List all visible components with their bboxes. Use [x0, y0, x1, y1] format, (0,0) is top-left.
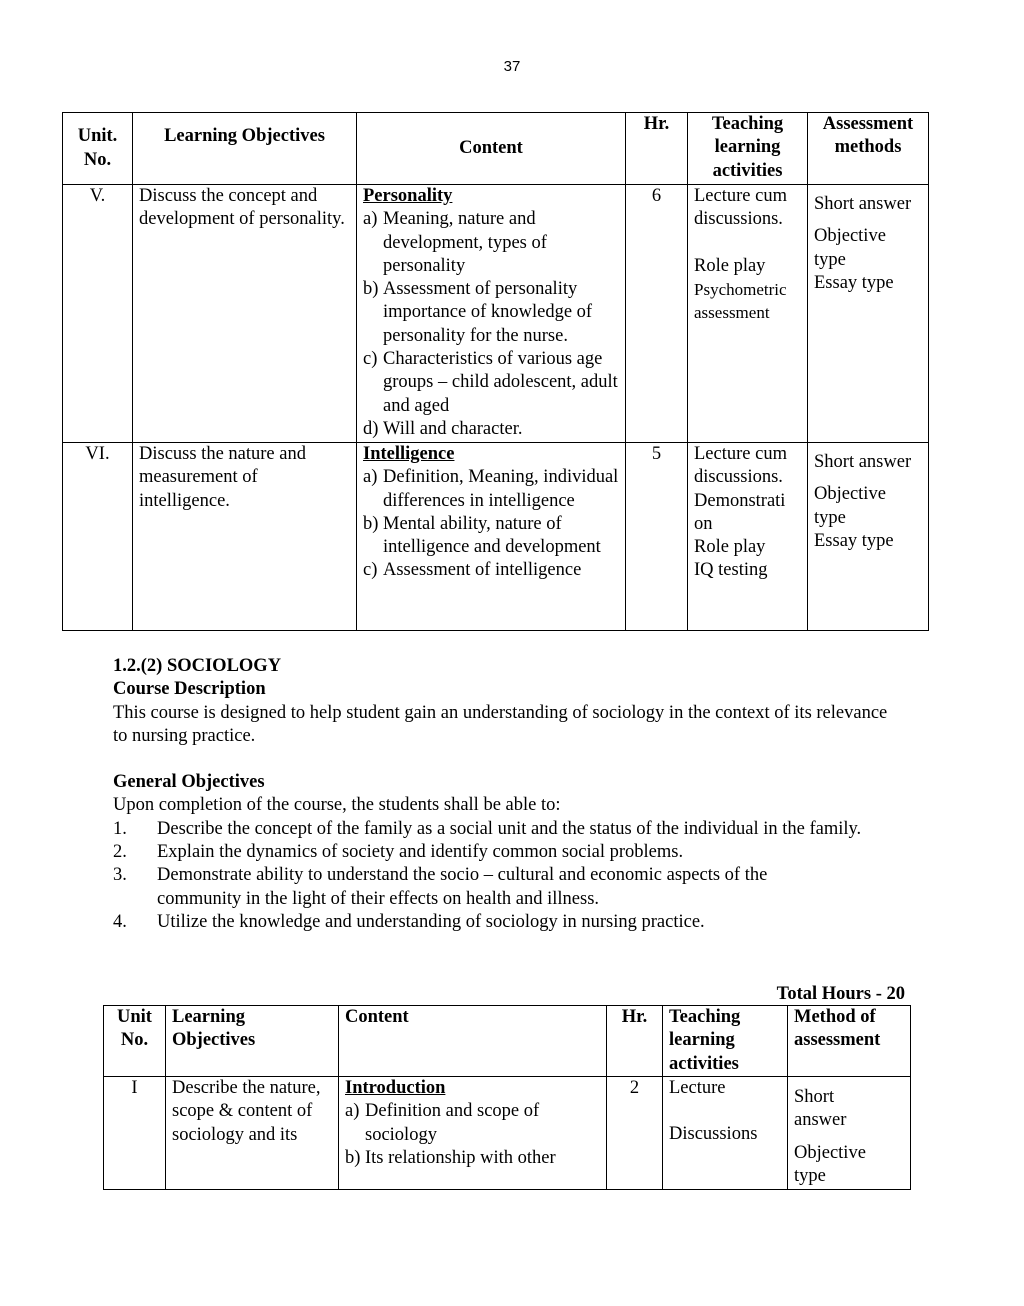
- hr-cell: 5: [626, 443, 688, 631]
- objectives-list: [113, 818, 913, 934]
- sociology-units-table: [103, 1005, 911, 1190]
- unit-cell: I: [104, 1077, 166, 1190]
- content-cell: [339, 1077, 607, 1190]
- content-item: b) Mental ability, nature of intelligence and development: [363, 513, 601, 558]
- header-hr: Hr.: [607, 1006, 663, 1077]
- teaching-item: Lecture cum discussions.: [694, 444, 787, 488]
- objective-cell: Describe the nature, scope & content of sociology and its: [166, 1077, 339, 1190]
- header-content: Content: [357, 113, 626, 185]
- assessment-cell: [808, 443, 929, 631]
- sociology-section: [113, 655, 913, 934]
- table-row: [63, 185, 929, 443]
- section-heading: 1.2.(2) SOCIOLOGY: [113, 656, 282, 676]
- teaching-item: Role play: [694, 255, 766, 276]
- assessment-item: Objective type: [814, 484, 886, 528]
- assessment-cell: [788, 1077, 911, 1190]
- header-unit: Unit. No.: [63, 113, 133, 185]
- teaching-cell: [688, 443, 808, 631]
- assessment-cell: [808, 185, 929, 443]
- header-teaching: Teaching learning activities: [663, 1006, 788, 1077]
- content-item: a) Definition, Meaning, individual differences in intelligence: [363, 467, 619, 511]
- teaching-item: Demonstrati on: [694, 490, 786, 534]
- content-cell: [357, 185, 626, 443]
- course-description-text: This course is designed to help student gain an understanding of sociology in the context of its relevance to nursing practice.: [113, 702, 888, 746]
- header-objectives: Learning Objectives: [166, 1006, 339, 1077]
- table-row: [63, 443, 929, 631]
- hr-cell: 2: [607, 1077, 663, 1190]
- header-objectives: Learning Objectives: [133, 113, 357, 185]
- page-number: 37: [503, 58, 521, 75]
- header-hr: Hr.: [626, 113, 688, 185]
- table-header-row: [63, 113, 929, 185]
- content-item: b) Assessment of personality importance of knowledge of personality for the nurse.: [363, 279, 593, 346]
- assessment-item: Essay type: [814, 530, 894, 551]
- objective-cell: Discuss the nature and measurement of intelligence.: [133, 443, 357, 631]
- hr-cell: 6: [626, 185, 688, 443]
- teaching-cell: [688, 185, 808, 443]
- list-item: 1. Describe the concept of the family as a social unit and the status of the individual in the family.: [113, 818, 862, 839]
- assessment-item: Short answer: [814, 194, 912, 214]
- header-unit: Unit No.: [104, 1006, 166, 1077]
- content-item: b) Its relationship with other: [345, 1147, 556, 1168]
- teaching-cell: [663, 1077, 788, 1190]
- content-item: a) Definition and scope of sociology: [345, 1101, 540, 1145]
- header-assessment: Assessment methods: [808, 113, 929, 185]
- teaching-item: Psychometric assessment: [694, 279, 787, 323]
- content-title: Introduction: [345, 1078, 446, 1098]
- teaching-item: Role play: [694, 537, 766, 558]
- assessment-item: Essay type: [814, 272, 894, 293]
- unit-cell: V.: [63, 185, 133, 443]
- objective-cell: Discuss the concept and development of personality.: [133, 185, 357, 443]
- content-title: Intelligence: [363, 444, 455, 464]
- content-item: c) Characteristics of various age groups – child adolescent, adult and aged: [363, 349, 618, 416]
- unit-cell: VI.: [63, 443, 133, 631]
- content-item: c) Assessment of intelligence: [363, 560, 582, 581]
- content-title: Personality: [363, 186, 453, 206]
- assessment-item: Objective type: [814, 226, 886, 270]
- assessment-item: Short answer: [794, 1087, 847, 1131]
- table-row: [104, 1077, 911, 1190]
- list-item: 2. Explain the dynamics of society and identify common social problems.: [113, 842, 684, 863]
- content-item: a) Meaning, nature and development, types of personality: [363, 209, 547, 276]
- teaching-item: Lecture cum discussions.: [694, 186, 787, 230]
- content-item: d) Will and character.: [363, 418, 523, 439]
- general-objectives-title: General Objectives: [113, 772, 265, 793]
- course-description-title: Course Description: [113, 679, 266, 700]
- content-cell: [357, 443, 626, 631]
- list-item: 3. Demonstrate ability to understand the socio – cultural and economic aspects of the community in the light of their effects on health and illness.: [113, 865, 768, 909]
- psychology-units-table: [62, 112, 929, 631]
- header-content: Content: [339, 1006, 607, 1077]
- table-header-row: [104, 1006, 911, 1077]
- teaching-item: Discussions: [669, 1124, 758, 1145]
- header-teaching: Teaching learning activities: [688, 113, 808, 185]
- teaching-item: Lecture: [669, 1078, 726, 1098]
- total-hours: Total Hours - 20: [776, 984, 905, 1004]
- list-item: 4. Utilize the knowledge and understanding of sociology in nursing practice.: [113, 911, 705, 932]
- assessment-item: Short answer: [814, 452, 912, 472]
- teaching-item: IQ testing: [694, 560, 768, 581]
- header-assessment: Method of assessment: [788, 1006, 911, 1077]
- assessment-item: Objective type: [794, 1142, 866, 1186]
- general-objectives-intro: Upon completion of the course, the students shall be able to:: [113, 795, 561, 816]
